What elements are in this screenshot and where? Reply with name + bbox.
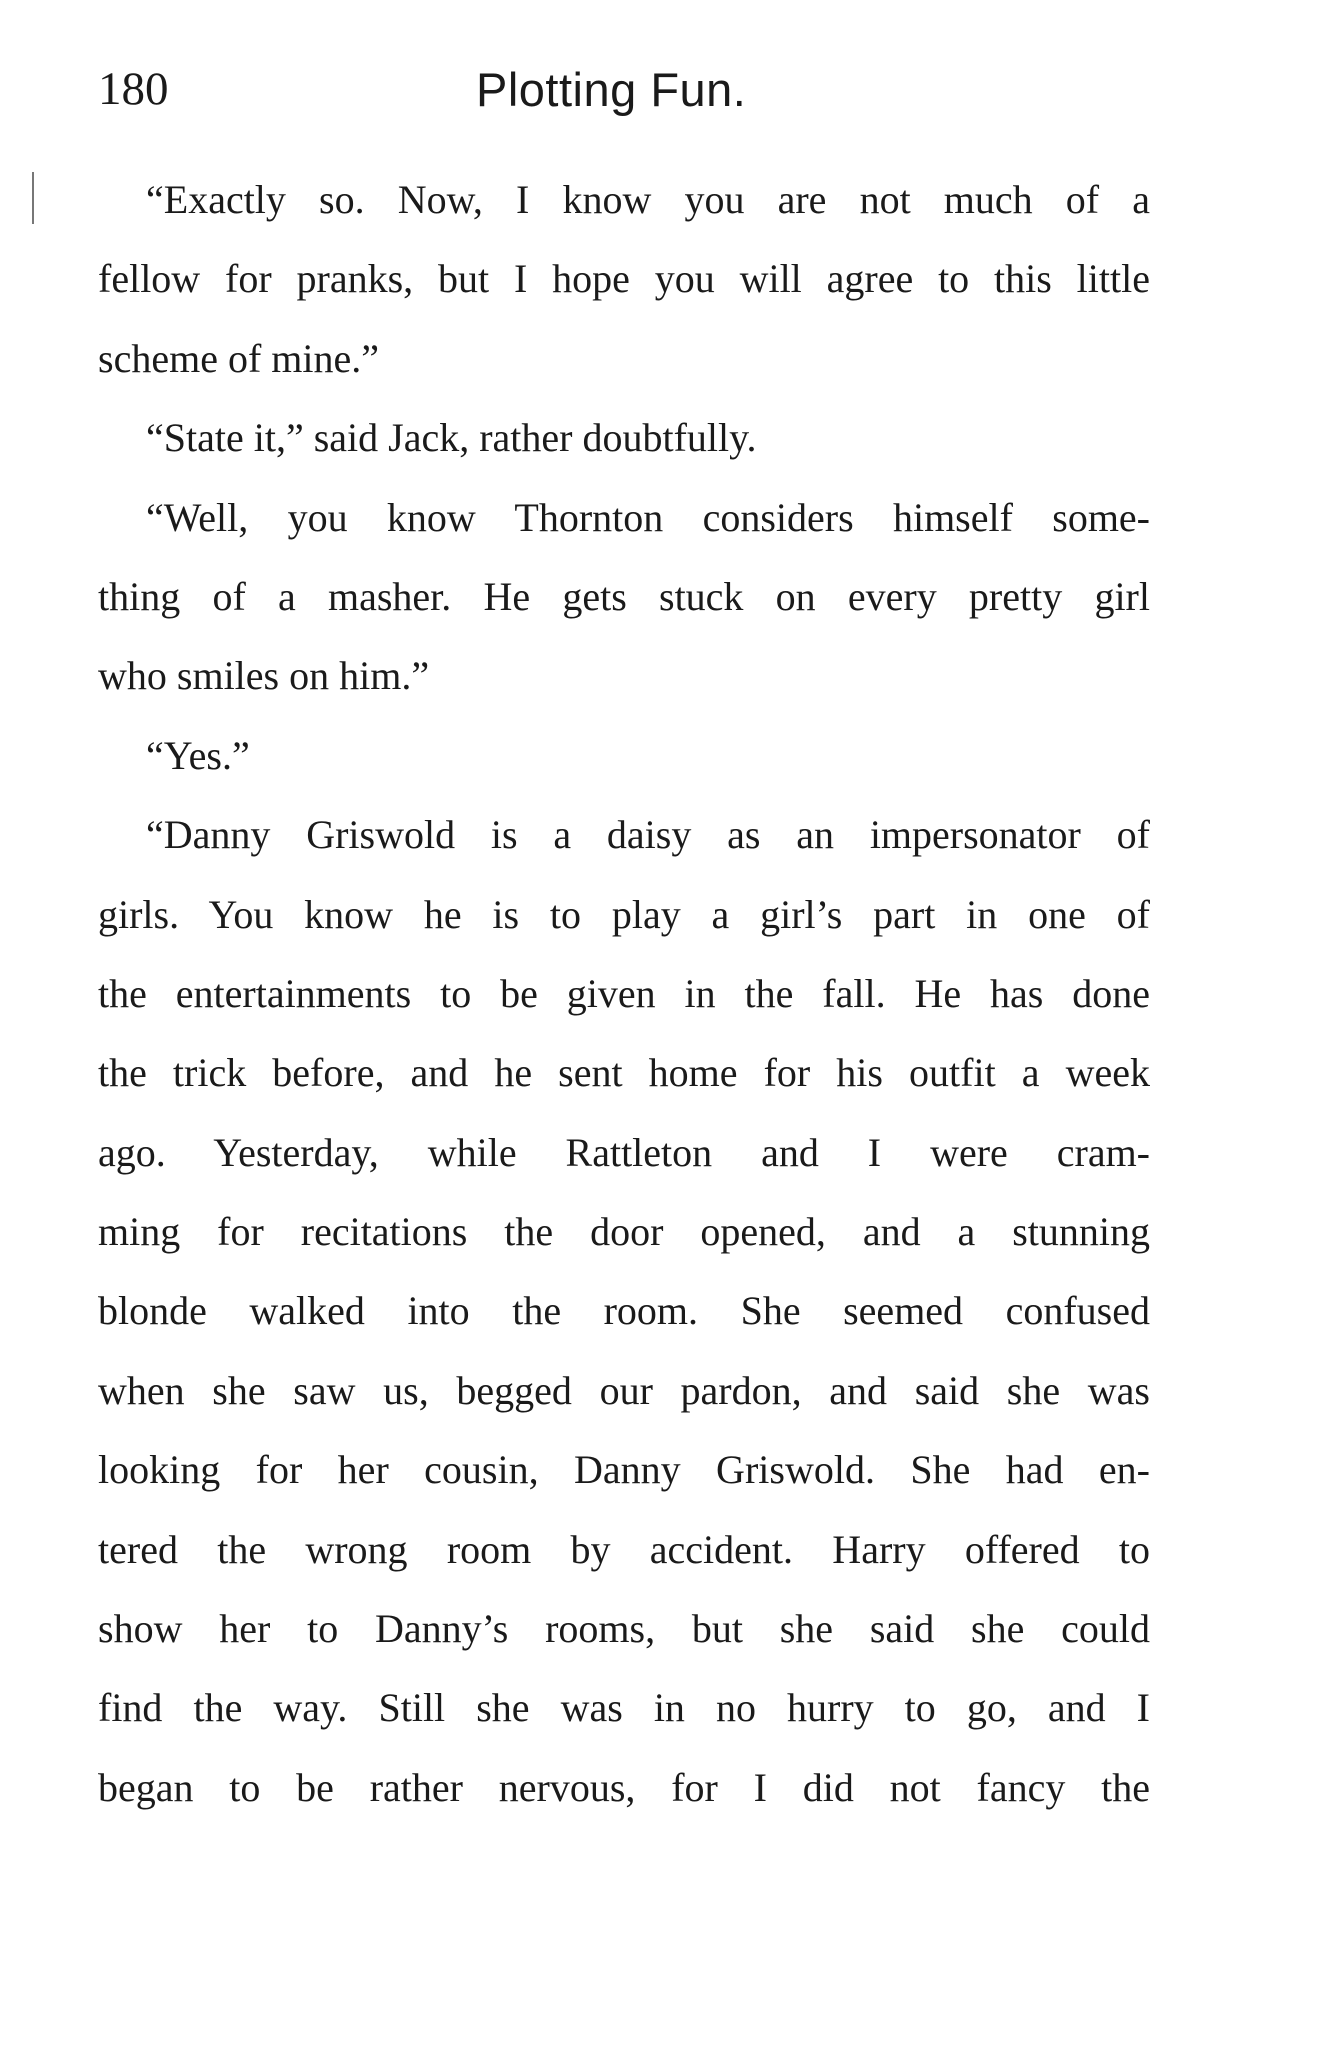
text-line: “Exactly so. Now, I know you are not much of a xyxy=(146,177,1150,222)
running-head xyxy=(98,62,1148,132)
text-line: ming for recitations the door opened, and a stunning xyxy=(98,1209,1150,1255)
text-line: girls. You know he is to play a girl’s part in one of xyxy=(98,891,1150,937)
text-line: blonde walked into the room. She seemed confused xyxy=(98,1288,1150,1334)
text-line: thing of a masher. He gets stuck on every pretty girl xyxy=(98,573,1150,619)
text-line: “Danny Griswold is a daisy as an impersonator of xyxy=(146,812,1150,858)
text-line: began to be rather nervous, for I did not fancy the xyxy=(98,1764,1150,1810)
running-title: Plotting Fun. xyxy=(476,63,747,116)
text-line: show her to Danny’s rooms, but she said she could xyxy=(98,1606,1150,1652)
text-line: “Well, you know Thornton considers himself some- xyxy=(146,494,1150,540)
text-line: tered the wrong room by accident. Harry offered to xyxy=(98,1526,1150,1572)
body-text xyxy=(98,160,1150,1827)
page-number: 180 xyxy=(98,63,169,115)
text-line: the entertainments to be given in the fall. He has done xyxy=(98,970,1150,1016)
text-line: fellow for pranks, but I hope you will agree to this little xyxy=(98,256,1150,302)
text-line: looking for her cousin, Danny Griswold. She had en- xyxy=(98,1447,1150,1493)
margin-speck xyxy=(32,172,34,224)
text-line: find the way. Still she was in no hurry to go, and I xyxy=(98,1685,1150,1731)
text-line: scheme of mine.” xyxy=(98,335,379,381)
text-line: “Yes.” xyxy=(146,732,250,778)
text-line: when she saw us, begged our pardon, and said she was xyxy=(98,1367,1150,1413)
text-line: ago. Yesterday, while Rattleton and I were cram- xyxy=(98,1129,1150,1175)
text-line: “State it,” said Jack, rather doubtfully. xyxy=(146,415,757,461)
text-line: who smiles on him.” xyxy=(98,653,430,699)
text-line: the trick before, and he sent home for his outfit a week xyxy=(98,1050,1150,1096)
